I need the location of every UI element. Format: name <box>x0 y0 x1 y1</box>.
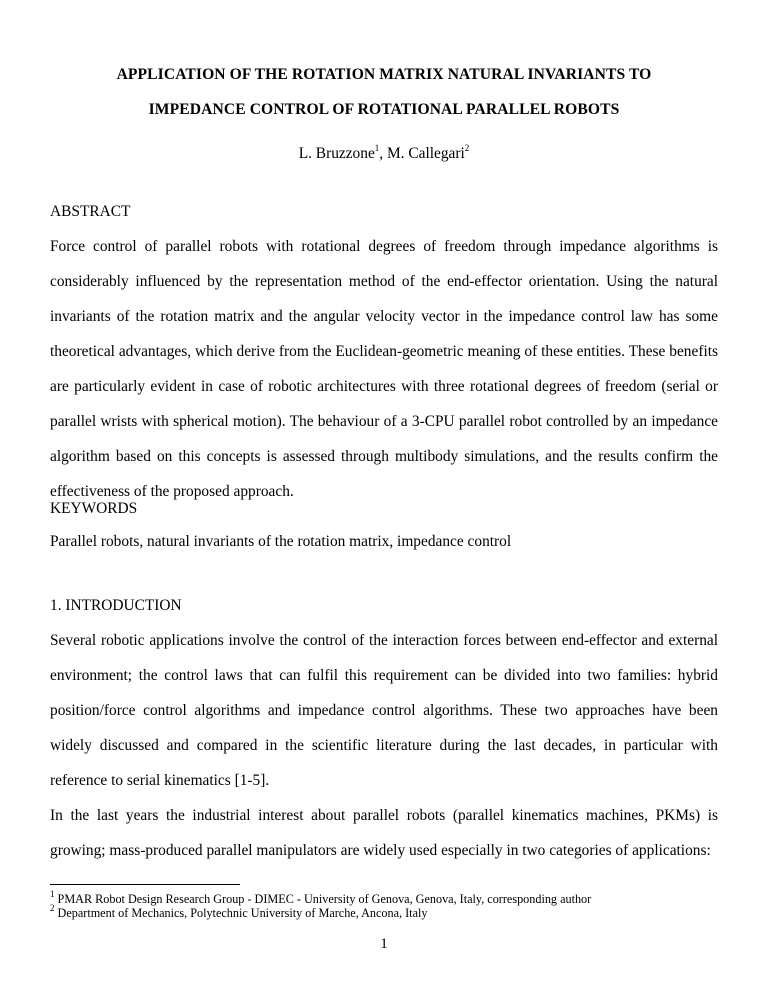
abstract-body <box>50 229 718 509</box>
title-line-1: APPLICATION OF THE ROTATION MATRIX NATURAL INVARIANTS TO <box>116 66 652 83</box>
page-number: 1 <box>380 936 388 952</box>
footnote-2-mark: 2 <box>50 902 55 913</box>
footnote-2 <box>50 902 428 921</box>
keywords-heading: KEYWORDS <box>50 500 138 517</box>
author-list <box>0 142 768 163</box>
footnote-1-text: PMAR Robot Design Research Group - DIMEC - University of Genova, Genova, Italy, corresponding author <box>57 892 592 906</box>
title-line-2: IMPEDANCE CONTROL OF ROTATIONAL PARALLEL ROBOTS <box>148 101 620 118</box>
introduction-paragraph-1: Several robotic applications involve the control of the interaction forces between end-effector and external environment; the control laws that can fulfil this requirement can be divided into two families: hybrid position/force control algorithms and impedance control algorithms. These two approaches have been widely discussed and compared in the scientific literature during the last decades, in particular with reference to serial kinematics [1-5]. <box>50 632 718 789</box>
keywords-text: Parallel robots, natural invariants of the rotation matrix, impedance control <box>50 533 512 550</box>
author-2-affiliation-mark: 2 <box>464 142 470 153</box>
author-1-affiliation-mark: 1 <box>374 142 380 153</box>
introduction-paragraph-2: In the last years the industrial interest about parallel robots (parallel kinematics machines, PKMs) is growing; mass-produced parallel manipulators are widely used especially in two categories of applications: <box>50 807 718 859</box>
footnote-separator <box>50 884 240 885</box>
abstract-heading: ABSTRACT <box>50 203 131 220</box>
introduction-heading: 1. INTRODUCTION <box>50 597 182 614</box>
author-1: L. Bruzzone <box>298 145 375 162</box>
footnote-1-mark: 1 <box>50 888 55 899</box>
footnote-2-text: Department of Mechanics, Polytechnic University of Marche, Ancona, Italy <box>57 906 428 920</box>
author-separator: , <box>379 145 387 162</box>
introduction-body <box>50 623 718 868</box>
author-2: M. Callegari <box>386 145 465 162</box>
footnote-1 <box>50 888 592 907</box>
abstract-text: Force control of parallel robots with rotational degrees of freedom through impedance algorithms is considerably influenced by the representation method of the end-effector orientation. Using the natural invariants of the rotation matrix and the angular velocity vector in the impedance control law has some theoretical advantages, which derive from the Euclidean-geometric meaning of these entities. These benefits are particularly evident in case of robotic architectures with three rotational degrees of freedom (serial or parallel wrists with spherical motion). The behaviour of a 3-CPU parallel robot controlled by an impedance algorithm based on this concepts is assessed through multibody simulations, and the results confirm the effectiveness of the proposed approach. <box>50 238 718 500</box>
